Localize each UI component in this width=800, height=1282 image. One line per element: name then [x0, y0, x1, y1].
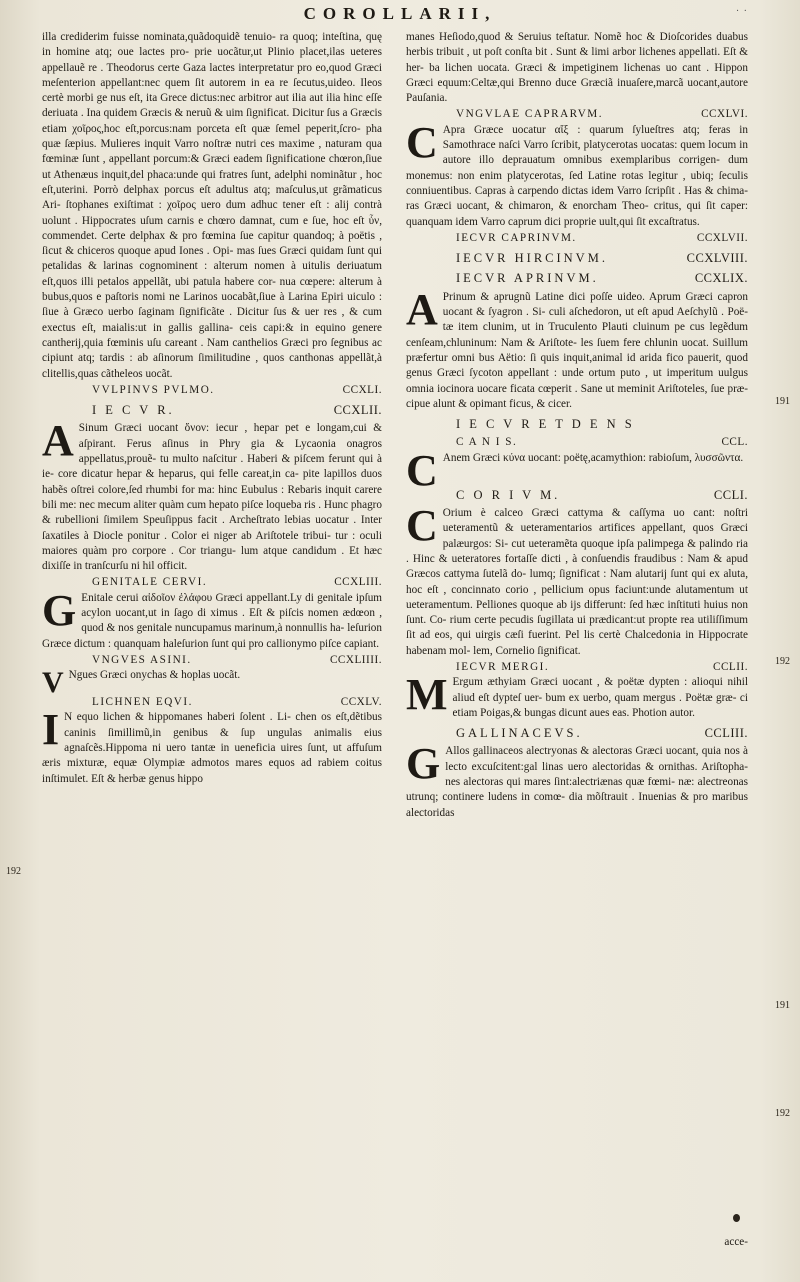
section-heading: [42, 575, 382, 590]
ink-blot: [733, 1214, 740, 1222]
paragraph: [42, 666, 382, 700]
heading-number: CCXLI.: [342, 383, 382, 396]
margin-number: 192: [6, 866, 21, 877]
heading-title: IECVR MERGI.: [456, 660, 550, 673]
drop-cap: V: [42, 666, 64, 700]
catchword: acce-: [724, 1236, 748, 1248]
drop-cap: A: [406, 284, 438, 334]
left-column: [42, 30, 382, 787]
heading-number: CCXLIII.: [334, 576, 382, 589]
drop-cap: M: [406, 670, 448, 720]
heading-title: IECVR HIRCINVM.: [456, 251, 608, 266]
section-heading: [42, 383, 382, 398]
paragraph-text: Anem Græci κύνα uocant: poëtę,acamythion: rabioſum, λυσσῶντα.: [442, 451, 744, 464]
heading-title: GENITALE CERVI.: [92, 576, 208, 589]
paragraph: [406, 670, 748, 721]
section-heading: [406, 231, 748, 246]
drop-cap: I: [42, 705, 60, 755]
section-heading: [406, 488, 748, 503]
paragraph-text: Sinum Græci uocant ὄνον: iecur , hepar pet e longam,cui & aſpirant. Ferus aſinus in Phry gia & Lycaonia onagros appellatus,prouẽ- tu multo naſcitur . Haberi & piſcem ferunt qui à ie- core dicatur hepar & heparus, qui felle careat,in ca- pite lapillos duos habẽs oſtrei colore,ſed rhumbi for ma: hinc Eubulus : Rebaris inquit carere bili me: nec mecum aliter quàm cum hepato piſce loqueba ris . Hunc phagro & rubellioni ſimilem Speuſippus facit . Archeſtrato lebias uocatur . Inter ſaxatiles à Diocle ponitur . Color ei niger ab Ariſtotele tribui- tur : oculi maiores quàm pro corpore . Cor triangu- lum atque candidum . Et hæc dixiſſe in tranſcurſu ni hil officit.: [42, 422, 382, 573]
paragraph: [42, 705, 382, 786]
paragraph: [406, 117, 748, 230]
heading-number: CCXLVIII.: [686, 251, 748, 266]
heading-number: CCL.: [721, 436, 748, 449]
heading-number: CCLII.: [712, 660, 748, 673]
drop-cap: A: [42, 416, 74, 466]
drop-cap: G: [42, 585, 77, 635]
heading-number: CCXLVI.: [701, 108, 748, 121]
margin-number: 192: [775, 1108, 790, 1119]
heading-title: VNGVLAE CAPRARVM.: [456, 108, 604, 121]
paragraph-text: N equo lichen & hippomanes haberi ſolent . Li- chen os eſt,dẽtibus caninis ſimillimũ,in genibus & ſup ungulas animalis eius agnaſcẽs.Hippoma ni uero tantæ in ueneficia uires ſunt, ut affuſum æris mixturæ, equæ Olympiæ admotos mares equos ad rabiem coitus inſtimulet. Eſt & herbæ genus hippo: [42, 711, 382, 785]
running-head: [0, 4, 800, 24]
paragraph: manes Heſiodo,quod & Seruius teſtatur. Nomẽ hoc & Dioſcorides duabus herbis tribuit , ut poſt conſta bit . Sunt & limi arbor lichenes appellati. Eſt & her- ba lichen uocata. Græci & impetiginem lichenas uo cant . Hippon Græci equum:Celtæ,qui Brenno duce Græciã inuaſere,marcã uocant,autore Pauſania.: [406, 31, 748, 105]
margin-number: 191: [775, 396, 790, 407]
heading-title: LICHNEN EQVI.: [92, 696, 193, 709]
section-heading: [406, 251, 748, 266]
heading-number: CCXLV.: [340, 696, 382, 709]
paragraph-text: Prinum & aprugnũ Latine dici poſſe uideo. Aprum Græci capron uocant & ſyagron . Si- culi aſchedoron, ut eſt apud Aeſchylũ . Poë- tæ item clunim, ut in Truculento Plauti cluinum pe cus legẽdum cenſeam,chluninum: Nam & Ariſtote- les ſuem fere chlunin uocat. Suillum præfertur omni bus Aëtio: ſi quis inquit,animal id arida fico pauerit, quod genus Græci ſycoton appellant : unde ortum puto , ut imperitum uulgus omnia iocinora uocare ficata cœperit . Sane ut meminit Ariſtoteles, ſue præ- cipue alunt & opimant ficus, & cicer.: [406, 290, 748, 410]
heading-title: VNGVES ASINI.: [92, 653, 192, 666]
heading-number: CCXLIIII.: [329, 653, 382, 666]
paragraph: [406, 501, 748, 659]
heading-title: IECVR APRINVM.: [456, 271, 599, 286]
heading-number: CCLIII.: [704, 726, 748, 741]
running-head-title: COROLLARII,: [303, 4, 497, 23]
drop-cap: C: [406, 445, 438, 495]
right-column: [406, 30, 748, 821]
heading-title: C O R I V M.: [456, 487, 561, 502]
heading-number: CCLI.: [713, 487, 748, 502]
paragraph-text: Ergum æthyiam Græci uocant , & poëtæ dypten : alioqui nihil aliud eſt dypteſ uer- bum ex uerbo, quam mergus . Poëtæ græ- ci etiam Poigas,& bungas dicunt aues eas. Photion autor.: [452, 676, 748, 719]
drop-cap: G: [406, 739, 441, 789]
heading-title: IECVR CAPRINVM.: [456, 231, 577, 244]
paragraph-text: Apra Græce uocatur αἴξ : quarum ſylueſtres atq; feras in Samothrace naſci Varro ſcribit, platycerotas uocatas: quem locum in autore illo deprauatum omnibus exemplaribus corrigen- dum monemus: non enim platycerotas, ſed Latine rotas legitur , ubiq; ſeculis conniuentibus. Capras à carpendo dictas idem Varro ſcripſit . Has & chima- ras Græci uocant, & chimaron, & enorcham Theo- critus, qui ſit caper: quanquam idem Varro caprum dici proprie uult,qui ſit excaſtratus.: [406, 123, 748, 228]
corner-mark: · ·: [735, 6, 748, 17]
heading-number: CCXLIX.: [694, 271, 748, 286]
drop-cap: C: [406, 501, 438, 551]
section-heading: [406, 107, 748, 122]
paragraph: illa crediderim fuisse nominata,quãdoquidẽ tenuio- ra quoq; inteſtina, quę in homine atq; oue lactes pro- prie uocãtur,ut Plinio placet,ilas ueteres appellauẽ re . Theodorus certe Gaza lactes interpretatur pro eo,quod Græci meſenterion appellant:nec quem ſit autorem in ea re ſecutus,uideo. Ileos certè morbi ge nus eſt, ita Grece dictus:nec arbitror aut ilia aut ilia hinc eſſe deriuata . Ina quidem Græcis & neruũ & uim ſignificat. Dicitur ſus a Græcis etiam χοῖρος,hoc eſt,porcus:nam porceta eſt quæ ſemel peperit,ſcro- pha quæ ſæpius. Mulieres inquit Varro noſtræ nutri ces maxime , naturam qua fœminæ ſunt , appellant porcum:& Græci eadem ſignificatione chœron,ſiue ut Athenæus inquit,del phaca:unde qui fratres ſunt, adelphi nominãtur , hoc eſt,uterini. Porrò delphax porcus eſt adultus atq; maſculus,ut grãmaticus Ari- ſtophanes exiſtimat : χοῖρος uero dum adhuc tener eſt : alij contrà uolunt . Hippocrates uſum carnis e chœro damnat, cum e ſue, hoc eſt ὗν, commendet. Certe delphax & pro fœmina ſue capitur quandoq; à poëtis , ſicut & chiceros quoque apud Iones . Opi- mas ſues Græci quidam ſunt qui petalidas & larinas cognominent : alterum nomen à uitulis deriuatum eſt,quos illi petalos appellãt, ubi patula habere cor- nua cœpere: alterum à bubus,quos e paſtoris nomi ne Larinos uocabãt,ſiue à Larina Epiri uiculo : ſiue à Græco uerbo ſaginam ſignificãte . Dicitur ſus & uer res , & cum exectus eſt, maialis:ut in gallis gallina- ceis capi:& in equino genere cantherij,quia fœminis uſu careant . Nam canthelios Græci pro ſegnibus ac cipiunt atq; tardis : ab aſinorum ſimilitudine , quos canthonas appellãt,à clitellis,quas cãtheleos uocãt.: [42, 31, 382, 380]
section-heading: [42, 695, 382, 710]
section-heading: [42, 403, 382, 418]
drop-cap: C: [406, 117, 438, 167]
paragraph: [42, 416, 382, 574]
section-heading: [406, 417, 748, 432]
heading-number: CCXLVII.: [696, 231, 748, 244]
margin-number: 191: [775, 1000, 790, 1011]
section-heading: [42, 653, 382, 668]
section-heading: [406, 660, 748, 675]
paragraph-text: Enitale cerui αἰδοῖον ἐλάφου Græci appellant.Ly di genitale ipſum acylon uocant,ut in ſago di ximus . Eſt & piſcis nomen ædœon , quod & nos genitale nuncupamus marinum,à nonnullis ha- leſurion Græce dictum : quanquam haleſurion ſunt qui pro callionymo piſce capiant.: [42, 591, 382, 650]
paragraph-text: Allos gallinaceos alectryonas & alectoras Græci uocant, quia nos à lecto excuſcitent:gal linas uero alectoridas & ornithas. Ariſtopha- nes alectoras qui mares ſint:alectriænas quæ fœmi- næ: alectreonas utrunq; continere ludens in comœ- dia mõſtrauit . Inuenias & pro maribus alectoridas: [406, 745, 748, 819]
heading-title: I E C V R.: [92, 403, 175, 418]
heading-title: VVLPINVS PVLMO.: [92, 383, 215, 396]
section-heading: [406, 271, 748, 286]
paragraph-text: Orium è calceo Græci cattyma & caſſyma uo cant: noſtri ueteramentũ & ueteramentarios artifices appellant, quos Græci palæurgos: Si- cut ueteramẽta quoque ipſa palimpega & palindo ria . Hinc & ueteratores fortaſſe dicti , à conſuendis fraudibus : Nam & apud Græcos cattyma ſutelã do- lumq; ſignificat : Nam alutarij ſunt qui ex aluta, hoc eſt , concinnato corio , pellicium opus faciunt:unde alutamentum ut ueteramentum. Pelliones quoque ab ijs differunt: ſed hæc inſtituti huius non ſunt. Co- rium certe pecudis ſugillata ui prædicant:ut propte rea utiliſſimum ſit ad eos, qui uirgis cæſi fuerint. Pel lis certè Chalcedonia in Hippocrate habenam mol- lem, Cornelio ſignificat.: [406, 507, 748, 657]
margin-number: 192: [775, 656, 790, 667]
heading-title: I E C V R E T D E N S: [456, 417, 635, 432]
heading-title: GALLINACEVS.: [456, 726, 583, 741]
heading-title: C A N I S.: [456, 436, 518, 449]
section-heading: [406, 726, 748, 741]
paragraph: [406, 284, 748, 412]
heading-number: CCXLII.: [333, 403, 382, 418]
paragraph: [42, 585, 382, 652]
paragraph: [406, 739, 748, 820]
paragraph-text: Ngues Græci onychas & hoplas uocãt.: [68, 669, 241, 682]
section-heading: [406, 435, 748, 450]
